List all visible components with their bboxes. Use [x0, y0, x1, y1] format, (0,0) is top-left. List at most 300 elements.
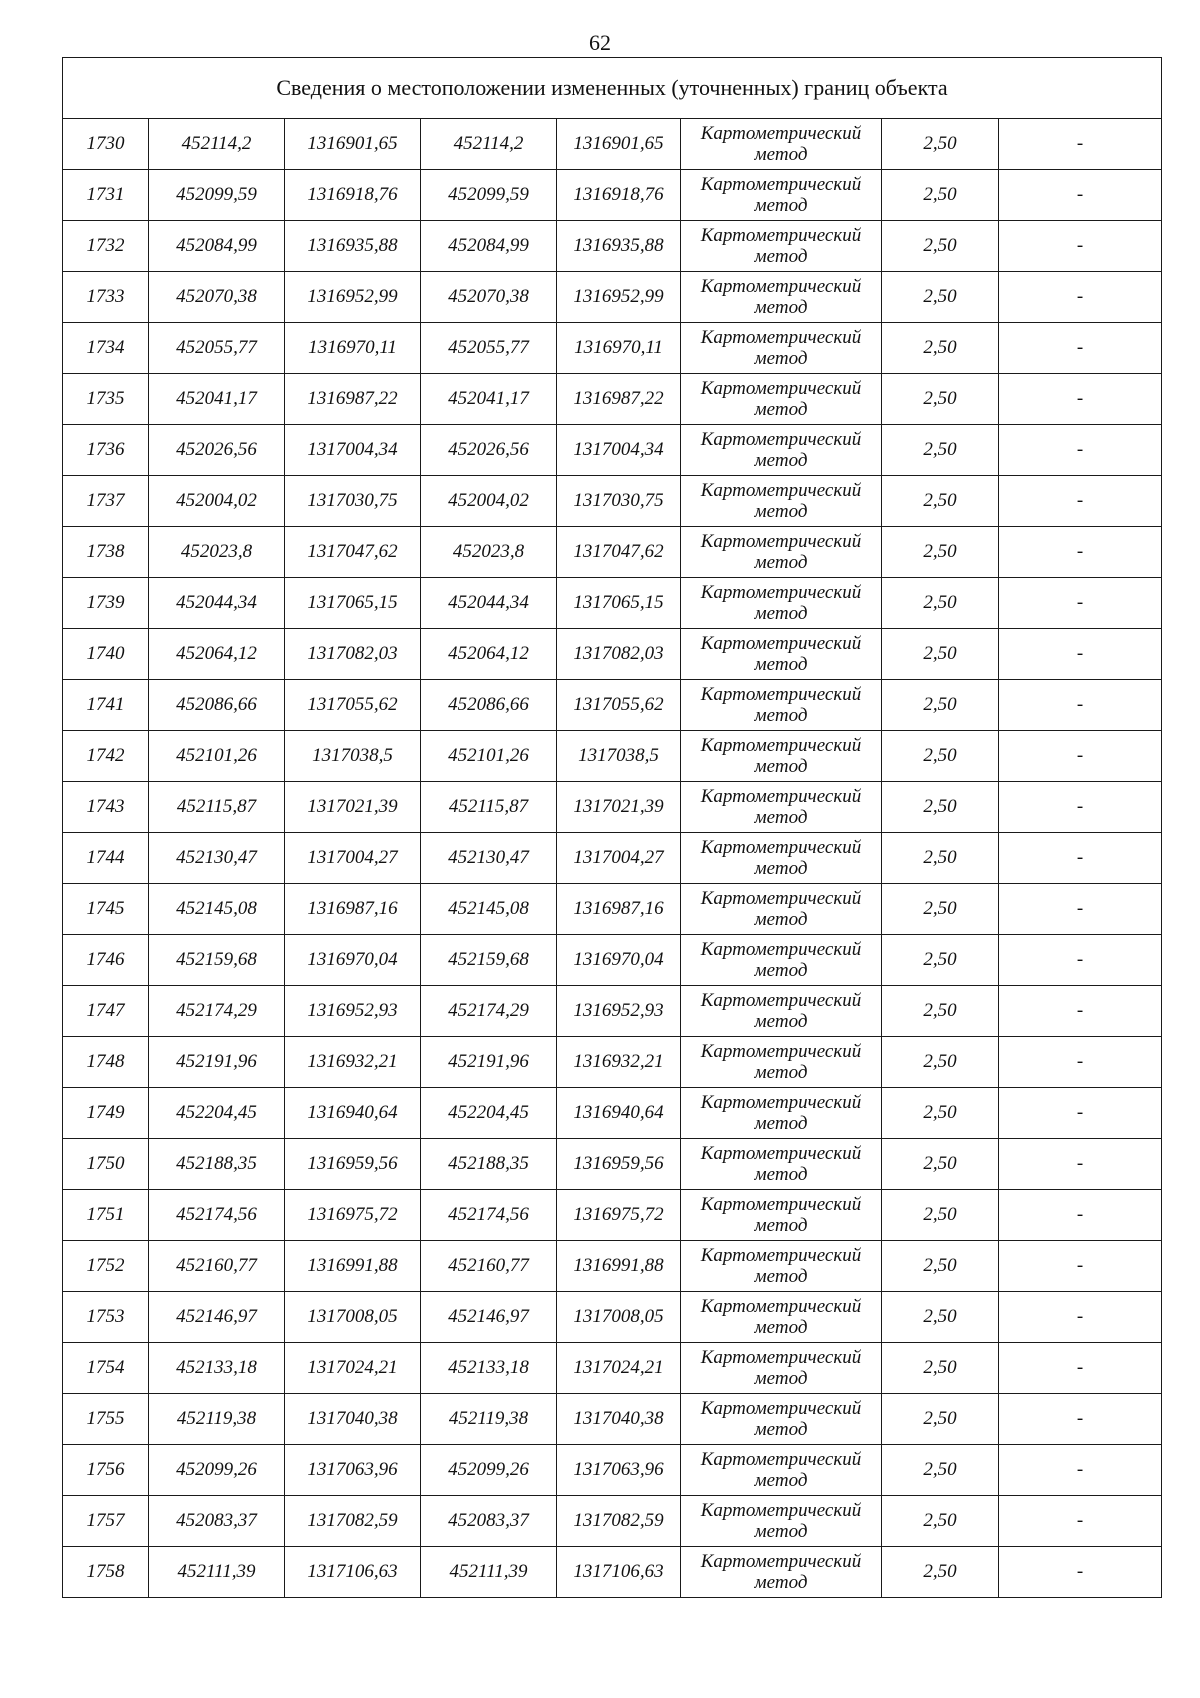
- method-line2: метод: [754, 1215, 808, 1236]
- x-existing-cell: 452041,17: [149, 374, 285, 425]
- x-refined-cell: 452111,39: [421, 1547, 557, 1598]
- table-row: [63, 1343, 1162, 1394]
- y-refined-cell: 1317082,03: [557, 629, 681, 680]
- method-cell: [681, 680, 882, 731]
- y-refined-cell: 1316959,56: [557, 1139, 681, 1190]
- point-number-cell: 1756: [63, 1445, 149, 1496]
- method-cell: [681, 782, 882, 833]
- note-cell: -: [999, 476, 1162, 527]
- note-cell: -: [999, 680, 1162, 731]
- y-refined-cell: 1317021,39: [557, 782, 681, 833]
- y-existing-cell: 1316959,56: [285, 1139, 421, 1190]
- method-line2: метод: [754, 909, 808, 930]
- method-line1: Картометрический: [700, 1296, 862, 1317]
- method-cell: [681, 833, 882, 884]
- note-cell: -: [999, 884, 1162, 935]
- x-refined-cell: 452041,17: [421, 374, 557, 425]
- x-refined-cell: 452070,38: [421, 272, 557, 323]
- y-existing-cell: 1317008,05: [285, 1292, 421, 1343]
- method-line2: метод: [754, 348, 808, 369]
- method-line1: Картометрический: [700, 327, 862, 348]
- x-existing-cell: 452004,02: [149, 476, 285, 527]
- method-cell: [681, 1343, 882, 1394]
- x-existing-cell: 452111,39: [149, 1547, 285, 1598]
- table-row: [63, 527, 1162, 578]
- x-refined-cell: 452004,02: [421, 476, 557, 527]
- method-line2: метод: [754, 552, 808, 573]
- y-existing-cell: 1317030,75: [285, 476, 421, 527]
- note-cell: -: [999, 272, 1162, 323]
- x-refined-cell: 452146,97: [421, 1292, 557, 1343]
- x-refined-cell: 452119,38: [421, 1394, 557, 1445]
- x-refined-cell: 452145,08: [421, 884, 557, 935]
- y-refined-cell: 1317030,75: [557, 476, 681, 527]
- table-row: [63, 1292, 1162, 1343]
- y-refined-cell: 1317063,96: [557, 1445, 681, 1496]
- y-refined-cell: 1317082,59: [557, 1496, 681, 1547]
- method-cell: [681, 935, 882, 986]
- y-refined-cell: 1316940,64: [557, 1088, 681, 1139]
- method-line2: метод: [754, 1317, 808, 1338]
- method-cell: [681, 119, 882, 170]
- x-existing-cell: 452099,59: [149, 170, 285, 221]
- method-line1: Картометрический: [700, 123, 862, 144]
- y-refined-cell: 1317004,27: [557, 833, 681, 884]
- y-refined-cell: 1316935,88: [557, 221, 681, 272]
- method-line1: Картометрический: [700, 1347, 862, 1368]
- x-refined-cell: 452188,35: [421, 1139, 557, 1190]
- y-refined-cell: 1317047,62: [557, 527, 681, 578]
- note-cell: -: [999, 1190, 1162, 1241]
- accuracy-cell: 2,50: [882, 629, 999, 680]
- accuracy-cell: 2,50: [882, 935, 999, 986]
- point-number-cell: 1739: [63, 578, 149, 629]
- method-line2: метод: [754, 1266, 808, 1287]
- method-cell: [681, 221, 882, 272]
- method-line2: метод: [754, 144, 808, 165]
- method-line1: Картометрический: [700, 786, 862, 807]
- point-number-cell: 1745: [63, 884, 149, 935]
- table-row: [63, 119, 1162, 170]
- method-line1: Картометрический: [700, 633, 862, 654]
- table-row: [63, 1496, 1162, 1547]
- method-cell: [681, 1037, 882, 1088]
- accuracy-cell: 2,50: [882, 323, 999, 374]
- y-existing-cell: 1316987,16: [285, 884, 421, 935]
- y-refined-cell: 1317040,38: [557, 1394, 681, 1445]
- accuracy-cell: 2,50: [882, 425, 999, 476]
- x-refined-cell: 452084,99: [421, 221, 557, 272]
- x-refined-cell: 452086,66: [421, 680, 557, 731]
- note-cell: -: [999, 323, 1162, 374]
- x-refined-cell: 452115,87: [421, 782, 557, 833]
- point-number-cell: 1736: [63, 425, 149, 476]
- method-cell: [681, 1445, 882, 1496]
- y-refined-cell: 1317024,21: [557, 1343, 681, 1394]
- x-existing-cell: 452055,77: [149, 323, 285, 374]
- method-line1: Картометрический: [700, 837, 862, 858]
- x-refined-cell: 452159,68: [421, 935, 557, 986]
- method-line2: метод: [754, 195, 808, 216]
- note-cell: -: [999, 782, 1162, 833]
- method-line2: метод: [754, 705, 808, 726]
- note-cell: -: [999, 221, 1162, 272]
- point-number-cell: 1730: [63, 119, 149, 170]
- y-refined-cell: 1316991,88: [557, 1241, 681, 1292]
- table-row: [63, 782, 1162, 833]
- method-cell: [681, 323, 882, 374]
- accuracy-cell: 2,50: [882, 170, 999, 221]
- method-line2: метод: [754, 1368, 808, 1389]
- x-existing-cell: 452044,34: [149, 578, 285, 629]
- x-refined-cell: 452064,12: [421, 629, 557, 680]
- table-row: [63, 833, 1162, 884]
- method-cell: [681, 476, 882, 527]
- method-cell: [681, 1547, 882, 1598]
- table-row: [63, 272, 1162, 323]
- y-existing-cell: 1317082,03: [285, 629, 421, 680]
- accuracy-cell: 2,50: [882, 1241, 999, 1292]
- method-line1: Картометрический: [700, 1194, 862, 1215]
- x-existing-cell: 452026,56: [149, 425, 285, 476]
- method-cell: [681, 1496, 882, 1547]
- note-cell: -: [999, 1241, 1162, 1292]
- accuracy-cell: 2,50: [882, 272, 999, 323]
- table-row: [63, 1241, 1162, 1292]
- note-cell: -: [999, 1139, 1162, 1190]
- y-refined-cell: 1316970,04: [557, 935, 681, 986]
- method-line2: метод: [754, 654, 808, 675]
- note-cell: -: [999, 629, 1162, 680]
- y-refined-cell: 1316970,11: [557, 323, 681, 374]
- note-cell: -: [999, 1037, 1162, 1088]
- accuracy-cell: 2,50: [882, 884, 999, 935]
- point-number-cell: 1741: [63, 680, 149, 731]
- note-cell: -: [999, 833, 1162, 884]
- x-refined-cell: 452099,59: [421, 170, 557, 221]
- x-existing-cell: 452023,8: [149, 527, 285, 578]
- y-existing-cell: 1316935,88: [285, 221, 421, 272]
- point-number-cell: 1754: [63, 1343, 149, 1394]
- y-existing-cell: 1317063,96: [285, 1445, 421, 1496]
- note-cell: -: [999, 1394, 1162, 1445]
- note-cell: -: [999, 1088, 1162, 1139]
- x-existing-cell: 452146,97: [149, 1292, 285, 1343]
- table-row: [63, 476, 1162, 527]
- point-number-cell: 1733: [63, 272, 149, 323]
- method-line1: Картометрический: [700, 684, 862, 705]
- accuracy-cell: 2,50: [882, 527, 999, 578]
- accuracy-cell: 2,50: [882, 374, 999, 425]
- y-existing-cell: 1317038,5: [285, 731, 421, 782]
- method-line2: метод: [754, 1164, 808, 1185]
- accuracy-cell: 2,50: [882, 1394, 999, 1445]
- method-line2: метод: [754, 399, 808, 420]
- point-number-cell: 1749: [63, 1088, 149, 1139]
- x-refined-cell: 452133,18: [421, 1343, 557, 1394]
- table-title: Сведения о местоположении измененных (уточненных) границ объекта: [63, 58, 1162, 119]
- point-number-cell: 1731: [63, 170, 149, 221]
- method-cell: [681, 374, 882, 425]
- accuracy-cell: 2,50: [882, 1190, 999, 1241]
- y-existing-cell: 1317004,34: [285, 425, 421, 476]
- point-number-cell: 1751: [63, 1190, 149, 1241]
- y-refined-cell: 1316975,72: [557, 1190, 681, 1241]
- method-line2: метод: [754, 1521, 808, 1542]
- table-row: [63, 323, 1162, 374]
- y-existing-cell: 1316901,65: [285, 119, 421, 170]
- point-number-cell: 1744: [63, 833, 149, 884]
- note-cell: -: [999, 1292, 1162, 1343]
- accuracy-cell: 2,50: [882, 1139, 999, 1190]
- point-number-cell: 1742: [63, 731, 149, 782]
- x-refined-cell: 452099,26: [421, 1445, 557, 1496]
- x-existing-cell: 452114,2: [149, 119, 285, 170]
- y-existing-cell: 1317047,62: [285, 527, 421, 578]
- x-refined-cell: 452114,2: [421, 119, 557, 170]
- y-existing-cell: 1316991,88: [285, 1241, 421, 1292]
- y-refined-cell: 1316952,93: [557, 986, 681, 1037]
- method-line1: Картометрический: [700, 225, 862, 246]
- method-line2: метод: [754, 1062, 808, 1083]
- table-row: [63, 1037, 1162, 1088]
- point-number-cell: 1758: [63, 1547, 149, 1598]
- accuracy-cell: 2,50: [882, 119, 999, 170]
- point-number-cell: 1737: [63, 476, 149, 527]
- y-existing-cell: 1316918,76: [285, 170, 421, 221]
- y-existing-cell: 1317040,38: [285, 1394, 421, 1445]
- x-existing-cell: 452119,38: [149, 1394, 285, 1445]
- x-existing-cell: 452099,26: [149, 1445, 285, 1496]
- method-line1: Картометрический: [700, 1041, 862, 1062]
- accuracy-cell: 2,50: [882, 731, 999, 782]
- y-existing-cell: 1316970,11: [285, 323, 421, 374]
- x-existing-cell: 452086,66: [149, 680, 285, 731]
- y-refined-cell: 1317055,62: [557, 680, 681, 731]
- table-row: [63, 629, 1162, 680]
- x-existing-cell: 452160,77: [149, 1241, 285, 1292]
- y-existing-cell: 1316987,22: [285, 374, 421, 425]
- point-number-cell: 1753: [63, 1292, 149, 1343]
- x-refined-cell: 452174,56: [421, 1190, 557, 1241]
- x-existing-cell: 452115,87: [149, 782, 285, 833]
- table-row: [63, 731, 1162, 782]
- point-number-cell: 1734: [63, 323, 149, 374]
- x-refined-cell: 452130,47: [421, 833, 557, 884]
- method-cell: [681, 272, 882, 323]
- accuracy-cell: 2,50: [882, 1496, 999, 1547]
- point-number-cell: 1738: [63, 527, 149, 578]
- method-line2: метод: [754, 756, 808, 777]
- y-refined-cell: 1316987,22: [557, 374, 681, 425]
- point-number-cell: 1750: [63, 1139, 149, 1190]
- method-line1: Картометрический: [700, 735, 862, 756]
- method-cell: [681, 629, 882, 680]
- method-cell: [681, 1394, 882, 1445]
- method-line1: Картометрический: [700, 990, 862, 1011]
- table-row: [63, 425, 1162, 476]
- accuracy-cell: 2,50: [882, 1343, 999, 1394]
- y-existing-cell: 1317024,21: [285, 1343, 421, 1394]
- method-line1: Картометрический: [700, 1551, 862, 1572]
- y-existing-cell: 1317055,62: [285, 680, 421, 731]
- point-number-cell: 1735: [63, 374, 149, 425]
- table-title-row: [63, 58, 1162, 119]
- table-row: [63, 884, 1162, 935]
- accuracy-cell: 2,50: [882, 1037, 999, 1088]
- x-existing-cell: 452145,08: [149, 884, 285, 935]
- method-line2: метод: [754, 501, 808, 522]
- note-cell: -: [999, 578, 1162, 629]
- method-cell: [681, 170, 882, 221]
- method-cell: [681, 425, 882, 476]
- point-number-cell: 1746: [63, 935, 149, 986]
- x-existing-cell: 452083,37: [149, 1496, 285, 1547]
- method-line1: Картометрический: [700, 174, 862, 195]
- note-cell: -: [999, 170, 1162, 221]
- y-refined-cell: 1317065,15: [557, 578, 681, 629]
- x-existing-cell: 452174,56: [149, 1190, 285, 1241]
- accuracy-cell: 2,50: [882, 680, 999, 731]
- note-cell: -: [999, 1343, 1162, 1394]
- point-number-cell: 1747: [63, 986, 149, 1037]
- y-refined-cell: 1316918,76: [557, 170, 681, 221]
- x-refined-cell: 452174,29: [421, 986, 557, 1037]
- method-cell: [681, 527, 882, 578]
- method-line2: метод: [754, 1572, 808, 1593]
- point-number-cell: 1757: [63, 1496, 149, 1547]
- method-line2: метод: [754, 1113, 808, 1134]
- x-refined-cell: 452101,26: [421, 731, 557, 782]
- method-line2: метод: [754, 960, 808, 981]
- accuracy-cell: 2,50: [882, 578, 999, 629]
- note-cell: -: [999, 425, 1162, 476]
- method-line2: метод: [754, 858, 808, 879]
- y-refined-cell: 1316932,21: [557, 1037, 681, 1088]
- table-row: [63, 935, 1162, 986]
- method-line1: Картометрический: [700, 429, 862, 450]
- table-row: [63, 1139, 1162, 1190]
- method-line1: Картометрический: [700, 1092, 862, 1113]
- table-row: [63, 374, 1162, 425]
- x-existing-cell: 452133,18: [149, 1343, 285, 1394]
- note-cell: -: [999, 374, 1162, 425]
- y-refined-cell: 1317106,63: [557, 1547, 681, 1598]
- y-existing-cell: 1316952,93: [285, 986, 421, 1037]
- method-line1: Картометрический: [700, 582, 862, 603]
- x-refined-cell: 452044,34: [421, 578, 557, 629]
- method-line1: Картометрический: [700, 939, 862, 960]
- note-cell: -: [999, 119, 1162, 170]
- method-line1: Картометрический: [700, 378, 862, 399]
- method-line1: Картометрический: [700, 1398, 862, 1419]
- point-number-cell: 1752: [63, 1241, 149, 1292]
- page-number: 62: [589, 30, 611, 55]
- y-existing-cell: 1316940,64: [285, 1088, 421, 1139]
- method-line1: Картометрический: [700, 888, 862, 909]
- note-cell: -: [999, 935, 1162, 986]
- x-refined-cell: 452083,37: [421, 1496, 557, 1547]
- x-existing-cell: 452174,29: [149, 986, 285, 1037]
- method-line2: метод: [754, 1011, 808, 1032]
- accuracy-cell: 2,50: [882, 1292, 999, 1343]
- method-line1: Картометрический: [700, 1449, 862, 1470]
- x-existing-cell: 452064,12: [149, 629, 285, 680]
- x-existing-cell: 452084,99: [149, 221, 285, 272]
- accuracy-cell: 2,50: [882, 476, 999, 527]
- y-refined-cell: 1317038,5: [557, 731, 681, 782]
- method-cell: [681, 1292, 882, 1343]
- x-existing-cell: 452101,26: [149, 731, 285, 782]
- y-existing-cell: 1317106,63: [285, 1547, 421, 1598]
- table-row: [63, 1445, 1162, 1496]
- method-line2: метод: [754, 1470, 808, 1491]
- method-line1: Картометрический: [700, 480, 862, 501]
- point-number-cell: 1748: [63, 1037, 149, 1088]
- table-row: [63, 578, 1162, 629]
- point-number-cell: 1740: [63, 629, 149, 680]
- method-line2: метод: [754, 297, 808, 318]
- x-existing-cell: 452070,38: [149, 272, 285, 323]
- accuracy-cell: 2,50: [882, 833, 999, 884]
- accuracy-cell: 2,50: [882, 221, 999, 272]
- table-row: [63, 680, 1162, 731]
- y-existing-cell: 1317004,27: [285, 833, 421, 884]
- x-refined-cell: 452023,8: [421, 527, 557, 578]
- method-line1: Картометрический: [700, 1143, 862, 1164]
- x-existing-cell: 452204,45: [149, 1088, 285, 1139]
- point-number-cell: 1743: [63, 782, 149, 833]
- accuracy-cell: 2,50: [882, 1088, 999, 1139]
- accuracy-cell: 2,50: [882, 782, 999, 833]
- method-line2: метод: [754, 1419, 808, 1440]
- method-cell: [681, 884, 882, 935]
- note-cell: -: [999, 1547, 1162, 1598]
- accuracy-cell: 2,50: [882, 1547, 999, 1598]
- x-refined-cell: 452055,77: [421, 323, 557, 374]
- method-cell: [681, 731, 882, 782]
- table-row: [63, 986, 1162, 1037]
- table-row: [63, 1088, 1162, 1139]
- method-line2: метод: [754, 450, 808, 471]
- y-refined-cell: 1316901,65: [557, 119, 681, 170]
- x-refined-cell: 452026,56: [421, 425, 557, 476]
- note-cell: -: [999, 1445, 1162, 1496]
- method-line2: метод: [754, 246, 808, 267]
- x-existing-cell: 452130,47: [149, 833, 285, 884]
- x-refined-cell: 452160,77: [421, 1241, 557, 1292]
- method-line1: Картометрический: [700, 1500, 862, 1521]
- y-existing-cell: 1316975,72: [285, 1190, 421, 1241]
- point-number-cell: 1755: [63, 1394, 149, 1445]
- y-existing-cell: 1317065,15: [285, 578, 421, 629]
- note-cell: -: [999, 527, 1162, 578]
- table-row: [63, 1547, 1162, 1598]
- method-cell: [681, 1190, 882, 1241]
- point-number-cell: 1732: [63, 221, 149, 272]
- x-refined-cell: 452204,45: [421, 1088, 557, 1139]
- table-row: [63, 221, 1162, 272]
- y-refined-cell: 1317004,34: [557, 425, 681, 476]
- method-cell: [681, 1241, 882, 1292]
- method-line2: метод: [754, 807, 808, 828]
- x-existing-cell: 452188,35: [149, 1139, 285, 1190]
- table-row: [63, 1394, 1162, 1445]
- y-existing-cell: 1317082,59: [285, 1496, 421, 1547]
- y-existing-cell: 1316970,04: [285, 935, 421, 986]
- method-cell: [681, 1139, 882, 1190]
- y-refined-cell: 1317008,05: [557, 1292, 681, 1343]
